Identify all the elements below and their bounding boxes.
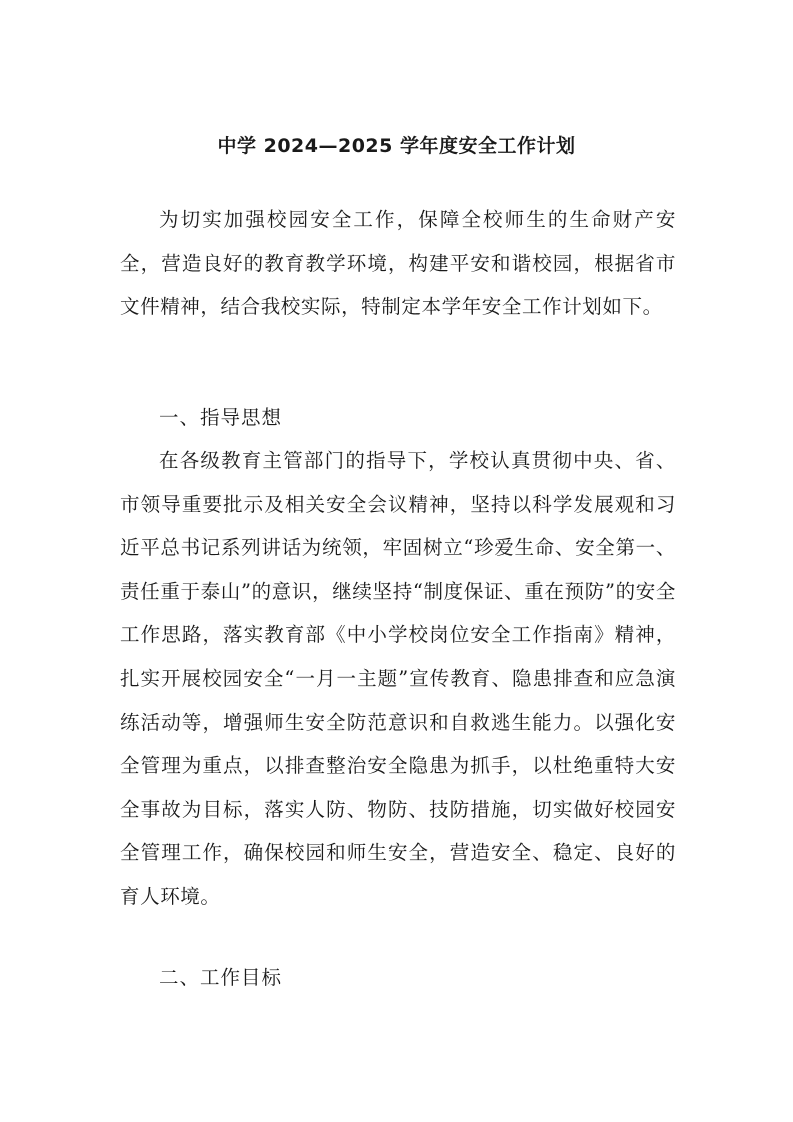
section-heading-work-goals: 二、工作目标	[159, 966, 283, 989]
guiding-ideology-paragraph: 在各级教育主管部门的指导下，学校认真贯彻中央、省、市领导重要批示及相关安全会议精神，坚持以科学发展观和习近平总书记系列讲话为统领，牢固树立“珍爱生命、安全第一、责任重于泰山”的意识，继续坚持“制度保证、重在预防”的安全工作思路，落实教育部《中小学校岗位安全工作指南》精神，扎实开展校园安全“一月一主题”宣传教育、隐患排查和应急演练活动等，增强师生安全防范意识和自救逃生能力。以强化安全管理为重点，以排查整治安全隐患为抓手，以杜绝重特大安全事故为目标，落实人防、物防、技防措施，切实做好校园安全管理工作，确保校园和师生安全，营造安全、稳定、良好的育人环境。	[120, 449, 676, 908]
intro-paragraph: 为切实加强校园安全工作，保障全校师生的生命财产安全，营造良好的教育教学环境，构建平安和谐校园，根据省市文件精神，结合我校实际，特制定本学年安全工作计划如下。	[120, 208, 676, 319]
document-title: 中学 2024—2025 学年度安全工作计划	[217, 135, 576, 157]
section-heading-guiding-ideology: 一、指导思想	[159, 406, 283, 429]
